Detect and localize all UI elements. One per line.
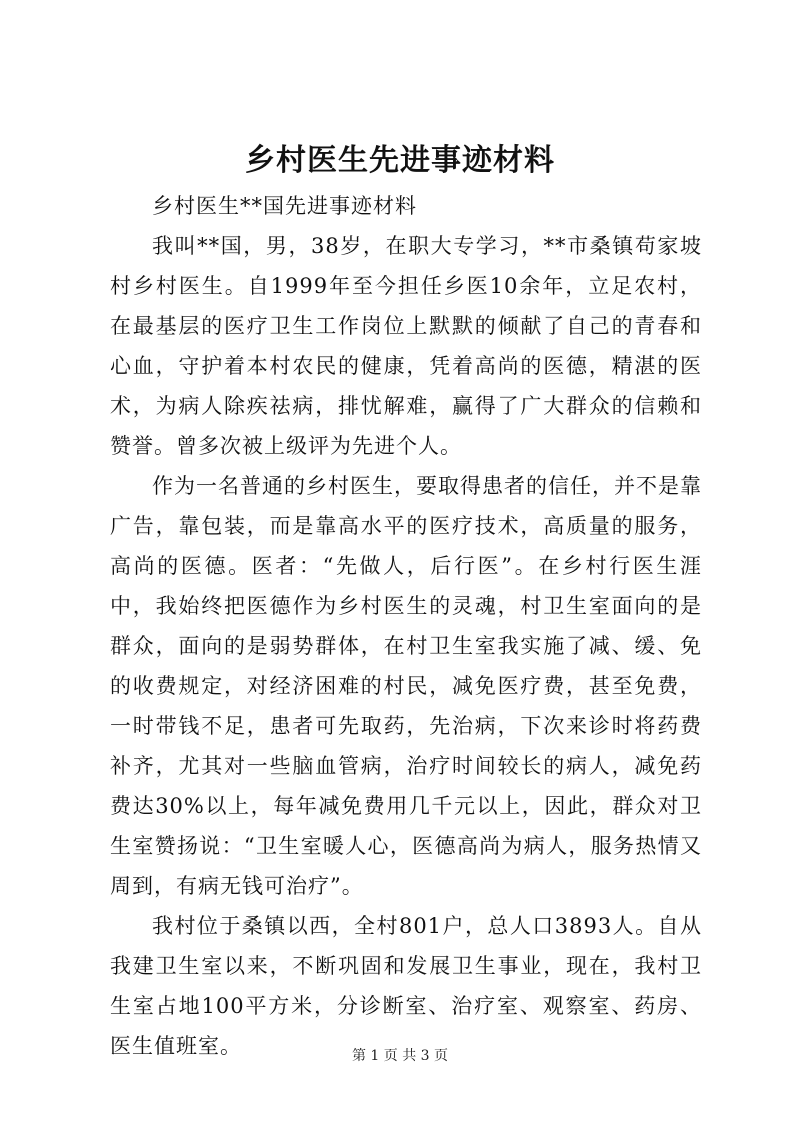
- paragraph-1: 我叫**国，男，38岁，在职大专学习，**市桑镇苟家坡村乡村医生。自1999年至今担任乡医10余年，立足农村，在最基层的医疗卫生工作岗位上默默的倾献了自己的青春和心血，守护着本村农民的健康，凭着高尚的医德，精湛的医术，为病人除疾祛病，排忧解难，赢得了广大群众的信赖和赞誉。曾多次被上级评为先进个人。: [110, 234, 702, 458]
- document-title: 乡村医生先进事迹材料: [245, 143, 555, 178]
- paragraph-3: 我村位于桑镇以西，全村801户，总人口3893人。自从我建卫生室以来，不断巩固和发展卫生事业，现在，我村卫生室占地100平方米，分诊断室、治疗室、观察室、药房、医生值班室。: [110, 914, 702, 1058]
- page-footer: 第 1 页 共 3 页: [351, 1048, 449, 1064]
- paragraph-2: 作为一名普通的乡村医生，要取得患者的信任，并不是靠广告，靠包装，而是靠高水平的医疗技术，高质量的服务，高尚的医德。医者：“先做人，后行医”。在乡村行医生涯中，我始终把医德作为乡村医生的灵魂，村卫生室面向的是群众，面向的是弱势群体，在村卫生室我实施了减、缓、免的收费规定，对经济困难的村民，减免医疗费，甚至免费，一时带钱不足，患者可先取药，先治病，下次来诊时将药费补齐，尤其对一些脑血管病，治疗时间较长的病人，减免药费达30%以上，每年减免费用几千元以上，因此，群众对卫生室赞扬说：“卫生室暖人心，医德高尚为病人，服务热情又周到，有病无钱可治疗”。: [110, 474, 702, 898]
- document-body: [110, 186, 702, 1066]
- document-subtitle: 乡村医生**国先进事迹材料: [152, 194, 417, 218]
